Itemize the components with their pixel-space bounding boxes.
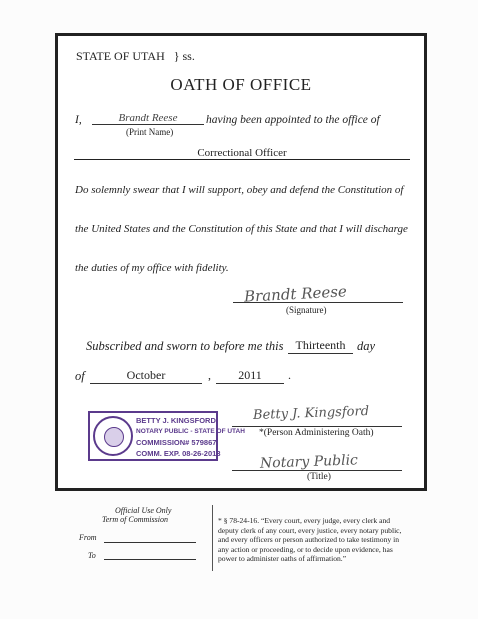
day-field: Thirteenth xyxy=(288,338,353,354)
footnote-line-3: and every officers or person authorized to take testimony in xyxy=(218,535,399,545)
oath-line-1: Do solemnly swear that I will support, obey and defend the Constitution of xyxy=(75,184,404,196)
to-field xyxy=(104,559,196,560)
official-use-heading: Official Use Only xyxy=(115,506,172,515)
footnote-line-2: deputy clerk of any court, every justice, every notary public, xyxy=(218,525,402,535)
stamp-line-3: COMMISSION# 579867 xyxy=(136,438,217,447)
footnote-line-4: any action or proceeding, or to decide upon evidence, has xyxy=(218,544,393,554)
footnote-line-1: * § 78-24-16. “Every court, every judge, every clerk and xyxy=(218,516,391,525)
title-line xyxy=(232,470,402,471)
signature-handwritten: Brandt Reese xyxy=(243,282,348,306)
oath-document-frame xyxy=(55,33,427,491)
name-caption: (Print Name) xyxy=(126,127,174,137)
sworn-prefix: Subscribed and sworn to before me this xyxy=(86,339,284,353)
administering-line xyxy=(232,426,402,427)
to-label: To xyxy=(88,551,96,560)
footnote-line-5: power to administer oaths of affirmation.” xyxy=(218,554,347,564)
month-field: October xyxy=(90,368,202,384)
office-field: Correctional Officer xyxy=(74,147,410,160)
state-label: STATE OF UTAH xyxy=(76,49,165,63)
section-divider xyxy=(212,505,213,571)
title-handwritten: Notary Public xyxy=(259,452,359,472)
appointment-suffix: having been appointed to the office of xyxy=(206,114,380,126)
oath-line-2: the United States and the Constitution of this State and that I will discharge xyxy=(75,223,408,235)
signature-line xyxy=(233,302,403,303)
day-suffix: day xyxy=(357,339,376,353)
administering-caption: *(Person Administering Oath) xyxy=(259,428,374,438)
state-seal-icon xyxy=(93,416,133,456)
stamp-name: BETTY J. KINGSFORD xyxy=(136,416,216,425)
from-field xyxy=(104,542,196,543)
signature-caption: (Signature) xyxy=(286,305,327,315)
document-title: OATH OF OFFICE xyxy=(170,75,312,94)
stamp-line-4: COMM. EXP. 08-26-2013 xyxy=(136,449,221,458)
oath-line-3: the duties of my office with fidelity. xyxy=(75,262,229,274)
from-label: From xyxy=(79,533,97,542)
date-period: . xyxy=(288,368,291,382)
notary-stamp xyxy=(88,411,245,461)
year-field: 2011 xyxy=(216,368,284,384)
title-caption: (Title) xyxy=(307,472,331,482)
date-comma: , xyxy=(208,368,211,382)
stamp-line-2: NOTARY PUBLIC - STATE OF UTAH xyxy=(136,428,245,435)
footnote xyxy=(218,516,401,564)
appointment-prefix: I, xyxy=(75,114,82,126)
name-field: Brandt Reese xyxy=(92,112,204,125)
of-label: of xyxy=(75,369,85,383)
administering-handwritten: Betty J. Kingsford xyxy=(252,403,370,424)
term-heading: Term of Commission xyxy=(102,515,168,524)
state-line xyxy=(76,49,195,64)
ss-label: } ss. xyxy=(173,49,195,63)
